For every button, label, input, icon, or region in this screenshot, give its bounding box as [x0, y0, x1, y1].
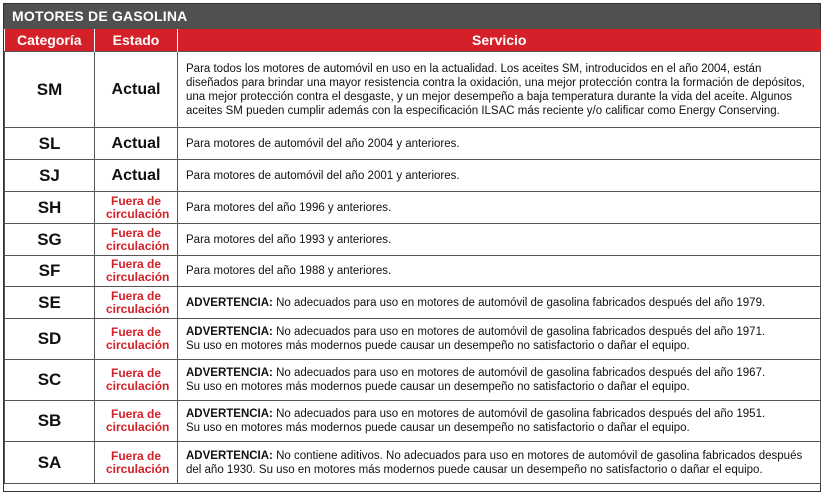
servicio-text: No adecuados para uso en motores de automóvil de gasolina fabricados después del año 1951. — [272, 408, 766, 420]
advertencia-label: ADVERTENCIA: — [186, 367, 273, 379]
servicio-text: Su uso en motores más modernos puede causar un desempeño no satisfactorio o dañar el equipo. — [186, 340, 690, 352]
servicio-cell — [178, 442, 821, 484]
estado-cell — [95, 319, 178, 360]
table-row — [5, 442, 821, 484]
header-row — [5, 29, 821, 52]
servicio-line — [186, 264, 814, 278]
estado-cell — [95, 224, 178, 256]
servicio-text: del año 1930. Su uso en motores más modernos puede causar un desempeño no satisfactorio o dañar el equipo. — [186, 463, 763, 476]
servicio-line — [186, 449, 814, 463]
table-row — [5, 128, 821, 160]
status-fuera-label: Fuera de circulación — [106, 366, 170, 393]
estado-cell — [95, 360, 178, 401]
estado-cell — [95, 287, 178, 319]
category-cell: SG — [5, 224, 95, 256]
status-fuera-label: Fuera de circulación — [106, 448, 170, 476]
table-row — [5, 256, 821, 287]
estado-cell — [95, 442, 178, 484]
servicio-text: Para motores del año 1988 y anteriores. — [186, 265, 392, 277]
servicio-line — [186, 169, 814, 183]
servicio-text: Su uso en motores más modernos puede causar un desempeño no satisfactorio o dañar el equipo. — [186, 422, 690, 434]
category-cell: SD — [5, 319, 95, 360]
servicio-line — [186, 233, 814, 247]
category-cell: SA — [5, 442, 95, 484]
servicio-line — [186, 463, 814, 477]
oil-category-table — [4, 29, 821, 484]
table-row — [5, 319, 821, 360]
category-cell: SL — [5, 128, 95, 160]
status-fuera-label: Fuera de circulación — [106, 225, 170, 253]
servicio-text: Para motores de automóvil del año 2001 y anteriores. — [186, 169, 460, 182]
table-row — [5, 192, 821, 224]
table-title: MOTORES DE GASOLINA — [4, 4, 820, 29]
estado-cell — [95, 192, 178, 224]
servicio-cell — [178, 319, 821, 360]
servicio-line — [186, 325, 814, 339]
servicio-line — [186, 62, 814, 76]
servicio-text: Para motores de automóvil del año 2004 y anteriores. — [186, 137, 460, 150]
advertencia-label: ADVERTENCIA: — [186, 296, 273, 309]
servicio-line — [186, 296, 814, 310]
servicio-cell — [178, 160, 821, 192]
status-fuera-label: Fuera de circulación — [106, 325, 170, 352]
servicio-text: No adecuados para uso en motores de automóvil de gasolina fabricados después del año 1979. — [272, 296, 766, 309]
estado-cell — [95, 401, 178, 442]
category-cell: SF — [5, 256, 95, 287]
table-body — [5, 52, 821, 484]
table-row — [5, 360, 821, 401]
servicio-text: Su uso en motores más modernos puede causar un desempeño no satisfactorio o dañar el equipo. — [186, 381, 690, 393]
status-fuera-label: Fuera de circulación — [106, 193, 170, 221]
table-row — [5, 52, 821, 128]
servicio-line — [186, 421, 814, 435]
servicio-line — [186, 407, 814, 421]
servicio-line — [186, 76, 814, 90]
status-fuera-label: Fuera de circulación — [106, 257, 170, 284]
category-cell: SC — [5, 360, 95, 401]
servicio-text: una mejor protección contra el desgaste, y un mejor desempeño a baja temperatura durante la vida del aceite. Algunos — [186, 90, 793, 103]
table-row — [5, 401, 821, 442]
advertencia-label: ADVERTENCIA: — [186, 408, 273, 420]
status-fuera-label: Fuera de circulación — [106, 407, 170, 434]
category-cell: SH — [5, 192, 95, 224]
servicio-text: Para motores del año 1993 y anteriores. — [186, 233, 392, 246]
status-actual-label: Actual — [111, 134, 161, 152]
servicio-text: Para motores del año 1996 y anteriores. — [186, 201, 392, 214]
advertencia-label: ADVERTENCIA: — [186, 449, 273, 462]
servicio-cell — [178, 287, 821, 319]
advertencia-label: ADVERTENCIA: — [186, 326, 273, 338]
table-row — [5, 287, 821, 319]
servicio-cell — [178, 401, 821, 442]
category-cell: SJ — [5, 160, 95, 192]
status-actual-label: Actual — [111, 80, 161, 98]
servicio-line — [186, 104, 814, 118]
servicio-cell — [178, 192, 821, 224]
table-row — [5, 224, 821, 256]
servicio-line — [186, 201, 814, 215]
header-estado: Estado — [95, 29, 178, 52]
servicio-cell — [178, 128, 821, 160]
servicio-line — [186, 366, 814, 380]
status-actual-label: Actual — [111, 166, 161, 184]
status-fuera-label: Fuera de circulación — [106, 288, 170, 316]
servicio-line — [186, 339, 814, 353]
servicio-cell — [178, 52, 821, 128]
servicio-line — [186, 90, 814, 104]
servicio-line — [186, 137, 814, 151]
category-cell: SM — [5, 52, 95, 128]
servicio-text: No adecuados para uso en motores de automóvil de gasolina fabricados después del año 1967. — [272, 367, 766, 379]
header-categoria: Categoría — [5, 29, 95, 52]
table-row — [5, 160, 821, 192]
servicio-text: diseñados para brindar una mayor resistencia contra la oxidación, una mejor protección contra la formación de depósitos, — [186, 76, 805, 89]
oil-category-table-frame — [3, 3, 821, 492]
servicio-text: No adecuados para uso en motores de automóvil de gasolina fabricados después del año 1971. — [272, 326, 766, 338]
header-servicio: Servicio — [178, 29, 821, 52]
servicio-text: No contiene aditivos. No adecuados para uso en motores de automóvil de gasolina fabricados después — [272, 449, 803, 462]
servicio-text: aceites SM pueden cumplir además con la especificación ILSAC más reciente y/o calificar como Energy Conserving. — [186, 104, 780, 117]
servicio-cell — [178, 360, 821, 401]
servicio-cell — [178, 256, 821, 287]
estado-cell — [95, 52, 178, 128]
servicio-cell — [178, 224, 821, 256]
estado-cell — [95, 160, 178, 192]
estado-cell — [95, 256, 178, 287]
category-cell: SB — [5, 401, 95, 442]
servicio-line — [186, 380, 814, 394]
category-cell: SE — [5, 287, 95, 319]
estado-cell — [95, 128, 178, 160]
servicio-text: Para todos los motores de automóvil en uso en la actualidad. Los aceites SM, introducidos en el año 2004, están — [186, 62, 762, 75]
